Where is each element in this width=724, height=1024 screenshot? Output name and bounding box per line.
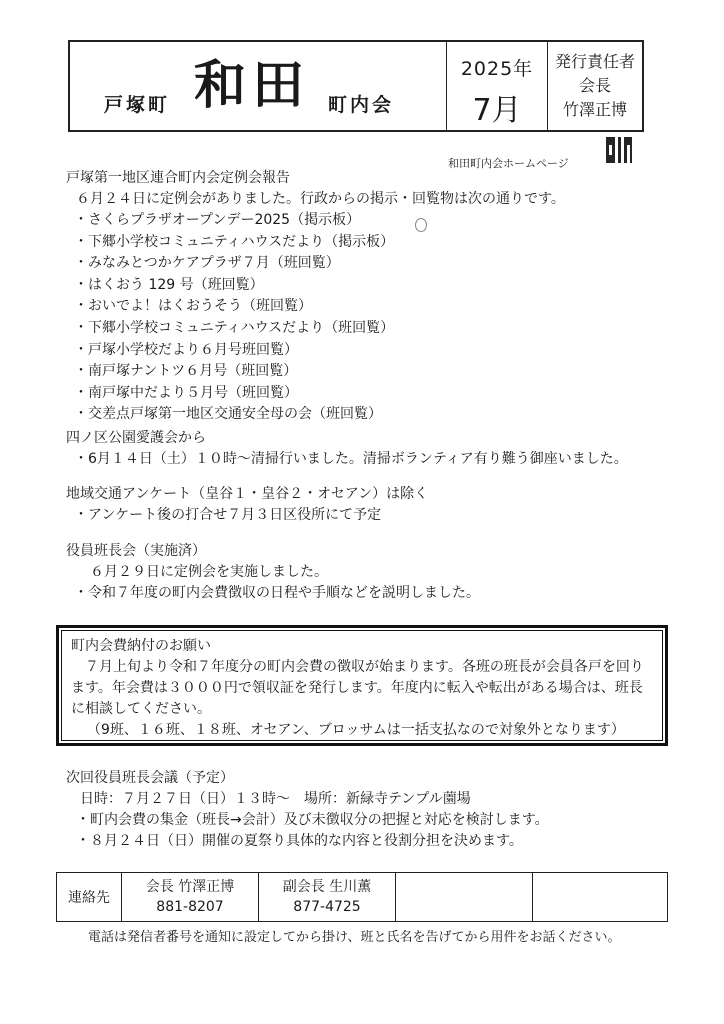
park-heading: 四ノ区公園愛護会から bbox=[66, 430, 206, 446]
issue-month: 7月 bbox=[472, 93, 522, 128]
list-item: ・ はくおう 129 号（班回覧） bbox=[66, 275, 565, 297]
contact-name: 会長 竹澤正博 bbox=[145, 879, 235, 895]
leaders-meeting-section bbox=[66, 541, 480, 604]
publisher-label: 発行責任者 bbox=[554, 52, 635, 71]
contact-president bbox=[122, 873, 259, 921]
title-main: 和田 bbox=[194, 55, 311, 116]
list-item: ・ 令和７年度の町内会費徴収の日程や手順などを説明しました。 bbox=[66, 583, 480, 604]
newsletter-header bbox=[68, 40, 644, 132]
contact-label: 連絡先 bbox=[57, 873, 122, 921]
publisher-role: 会長 bbox=[578, 76, 611, 95]
footer-note: 電話は発信者番号を通知に設定してから掛け、班と氏名を告げてから用件をお話ください。 bbox=[88, 930, 621, 945]
list-item: ・ おいでよ！はくおうそう（班回覧） bbox=[66, 296, 565, 318]
list-item: ・ 南戸塚中だより５月号（班回覧） bbox=[66, 383, 565, 405]
report-list bbox=[66, 210, 565, 426]
list-item: ・ 6月１４日（土）１０時〜清掃行いました。清掃ボランティア有り難う御座いました。 bbox=[66, 449, 628, 470]
list-item: ・ みなみとつかケアプラザ７月（班回覧） bbox=[66, 253, 565, 275]
list-item: ・ 下郷小学校コミュニティハウスだより（班回覧） bbox=[66, 318, 565, 340]
issue-date bbox=[447, 42, 548, 130]
list-item: ・ 町内会費の集金（班長→会計）及び未徴収分の把握と対応を検討します。 bbox=[66, 810, 549, 831]
contact-empty-cell bbox=[533, 873, 667, 921]
notice-paragraph: ７月上旬より令和７年度分の町内会費の徴収が始まります。各班の班長が会員各戸を回ります。年会費は３０００円で領収証を発行します。年度内に転入や転出がある場合は、班長に相談してください。 bbox=[71, 659, 644, 717]
contact-phone[interactable]: 877-4725 bbox=[293, 899, 361, 915]
notice-heading: 町内会費納付のお願い bbox=[71, 638, 211, 654]
fee-notice-box bbox=[56, 625, 668, 746]
contact-name: 副会長 生川薫 bbox=[282, 879, 372, 895]
list-item: ・ ８月２４日（日）開催の夏祭り具体的な内容と役割分担を決めます。 bbox=[66, 831, 549, 852]
list-item: ・ 戸塚小学校だより６月号班回覧） bbox=[66, 340, 565, 362]
list-item: ・ 南戸塚ナントツ６月号（班回覧） bbox=[66, 361, 565, 383]
next-meeting-section bbox=[66, 768, 549, 852]
notice-exception: （9班、１６班、１８班、オセアン、ブロッサムは一括支払なので対象外となります） bbox=[87, 722, 625, 738]
title-suffix: 町内会 bbox=[328, 94, 395, 116]
leaders-meeting-heading: 役員班長会（実施済） bbox=[66, 543, 206, 559]
next-meeting-heading: 次回役員班長会議（予定） bbox=[66, 770, 234, 786]
issue-year: 2025年 bbox=[460, 58, 534, 80]
pen-mark bbox=[415, 218, 427, 232]
list-item: ・ 下郷小学校コミュニティハウスだより（掲示板） bbox=[66, 232, 565, 254]
list-item: ・ 交差点戸塚第一地区交通安全母の会（班回覧） bbox=[66, 404, 565, 426]
contact-vice-president bbox=[259, 873, 396, 921]
publisher-block bbox=[548, 42, 642, 130]
qr-code-icon[interactable] bbox=[606, 137, 632, 163]
park-section bbox=[66, 428, 628, 470]
contact-empty-cell bbox=[396, 873, 533, 921]
contact-table bbox=[56, 872, 668, 922]
homepage-label: 和田町内会ホームページ bbox=[448, 157, 569, 170]
title-prefix: 戸塚町 bbox=[104, 94, 171, 116]
report-intro: ６月２４日に定例会がありました。行政からの掲示・回覧物は次の通りです。 bbox=[76, 191, 565, 207]
report-heading: 戸塚第一地区連合町内会定例会報告 bbox=[66, 170, 290, 186]
list-item: ・ さくらプラザオープンデー2025（掲示板） bbox=[66, 210, 565, 232]
next-meeting-datetime: 日時：７月２７日（日）１３時〜 場所：新緑寺テンプル薗場 bbox=[80, 791, 471, 807]
title-block bbox=[70, 42, 447, 130]
list-item: ・ アンケート後の打合せ７月３日区役所にて予定 bbox=[66, 505, 428, 526]
contact-phone[interactable]: 881-8207 bbox=[156, 899, 224, 915]
survey-section bbox=[66, 484, 428, 526]
report-section bbox=[66, 168, 565, 426]
publisher-name: 竹澤正博 bbox=[562, 100, 627, 119]
leaders-meeting-line: ６月２９日に定例会を実施しました。 bbox=[90, 564, 328, 580]
survey-heading: 地域交通アンケート（皇谷１・皇谷２・オセアン）は除く bbox=[66, 486, 429, 502]
